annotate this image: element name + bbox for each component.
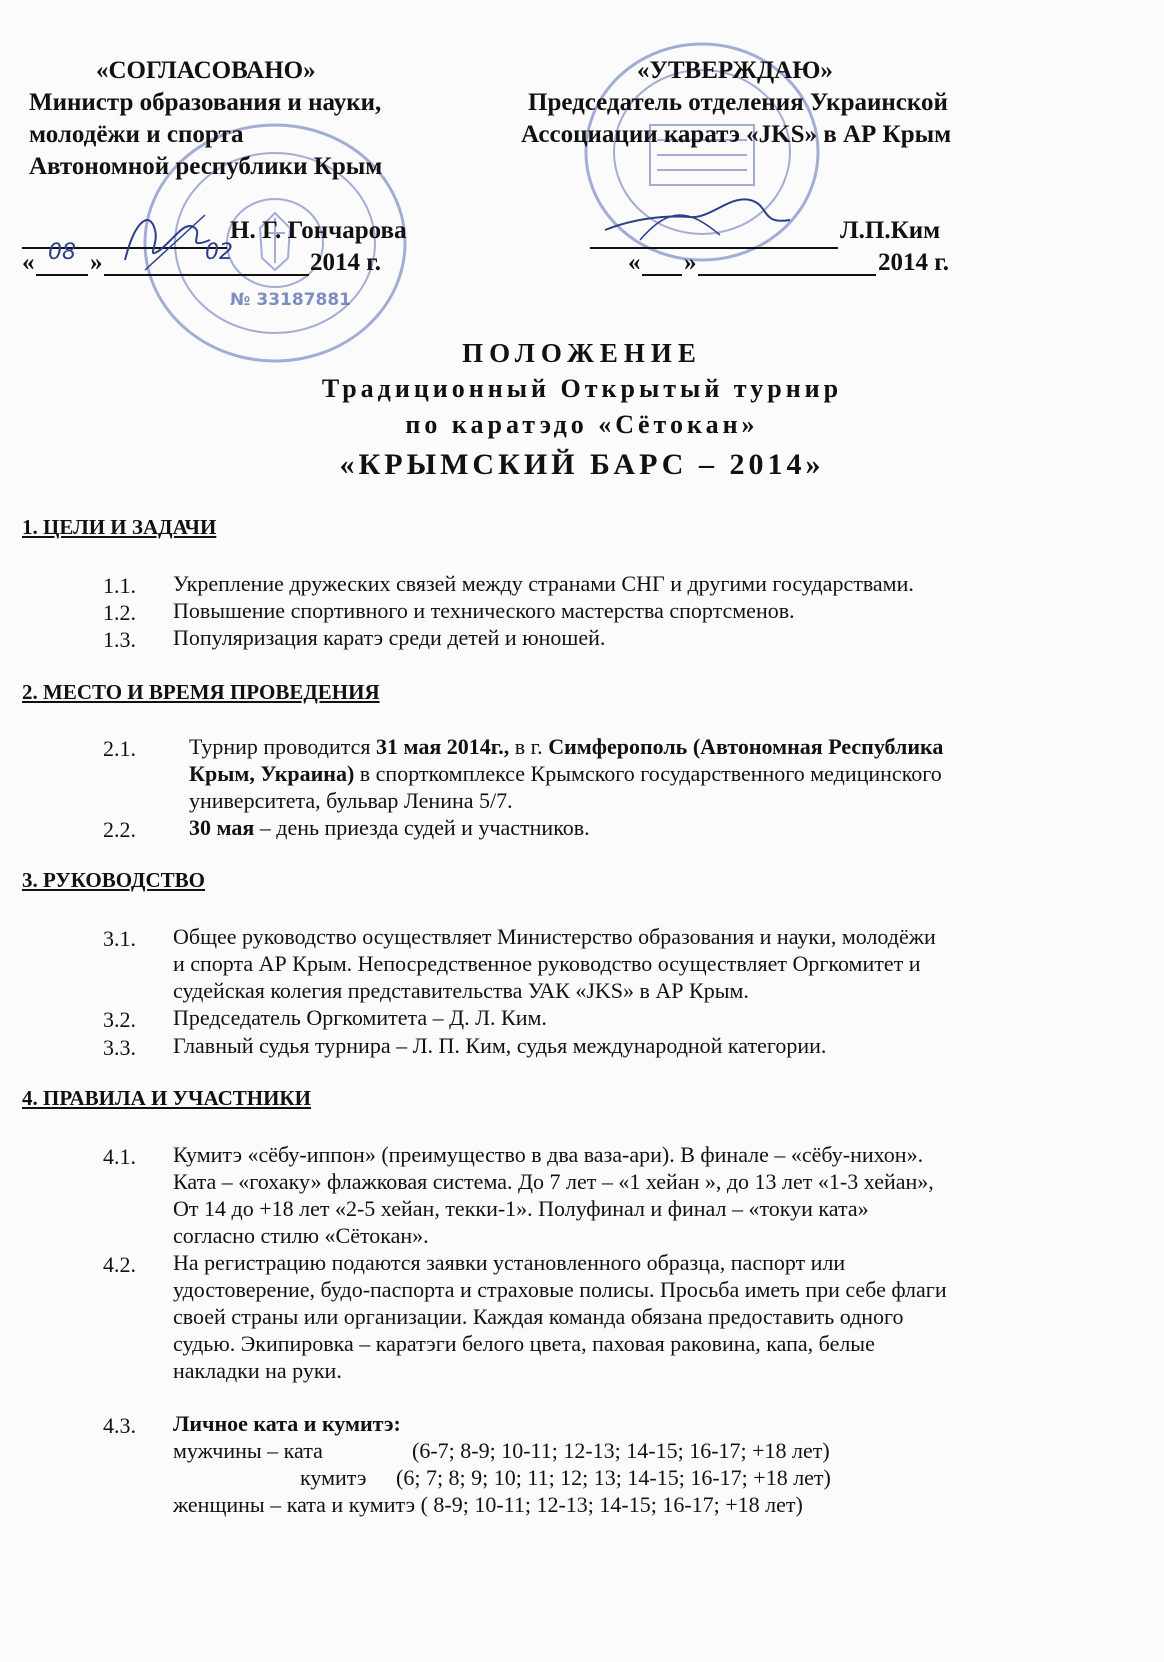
tournament-discipline: по каратэдо «Сётокан» bbox=[405, 410, 759, 439]
chair-date-open: « bbox=[628, 249, 641, 276]
minister-name: Н. Г. Гончарова bbox=[230, 217, 407, 244]
text-run: университета, бульвар Ленина 5/7. bbox=[189, 788, 513, 813]
text-line: Кумитэ «сёбу-иппон» (преимущество в два ваза-ари). В финале – «сёбу-нихон». bbox=[173, 1142, 924, 1167]
minister-title-line2: молодёжи и спорта bbox=[29, 121, 244, 148]
item-text bbox=[173, 1249, 1073, 1384]
minister-date-month: 02 bbox=[205, 240, 233, 265]
text-run: Турнир проводится bbox=[189, 734, 376, 759]
text-line: и спорта АР Крым. Непосредственное руководство осуществляет Оргкомитет и bbox=[173, 951, 921, 976]
text-run: – день приезда судей и участников. bbox=[254, 815, 590, 840]
item-text: Председатель Оргкомитета – Д. Л. Ким. bbox=[173, 1005, 547, 1030]
text-line: накладки на руки. bbox=[173, 1358, 342, 1383]
chair-title-line2: Ассоциации каратэ «JKS» в АР Крым bbox=[521, 121, 952, 148]
country-bold: Крым, Украина) bbox=[189, 761, 355, 786]
item-number: 4.1. bbox=[103, 1144, 136, 1169]
section-3-heading: 3. РУКОВОДСТВО bbox=[22, 868, 206, 892]
chair-signature bbox=[600, 175, 800, 250]
item-text bbox=[189, 733, 1049, 814]
item-text: Укрепление дружеских связей между странами СНГ и другими государствами. bbox=[173, 571, 914, 596]
item-number: 2.1. bbox=[103, 736, 136, 761]
text-line: своей страны или организации. Каждая команда обязана предоставить одного bbox=[173, 1304, 904, 1329]
text-line: От 14 до +18 лет «2-5 хейан, текки-1». Полуфинал и финал – «токуи ката» bbox=[173, 1196, 869, 1221]
item-text bbox=[173, 923, 1053, 1004]
minister-title-line3: Автономной республики Крым bbox=[29, 153, 383, 180]
men-kumite-ages: (6; 7; 8; 9; 10; 11; 12; 13; 14-15; 16-17; +18 лет) bbox=[396, 1465, 831, 1490]
chair-name: Л.П.Ким bbox=[840, 217, 941, 244]
date-bold: 30 мая bbox=[189, 815, 255, 840]
text-line: На регистрацию подаются заявки установленного образца, паспорт или bbox=[173, 1250, 846, 1275]
chair-month-line bbox=[698, 274, 876, 276]
date-bold: 31 мая 2014г., bbox=[376, 734, 510, 759]
chair-title-line1: Председатель отделения Украинской bbox=[528, 89, 948, 116]
text-line: Ката – «гохаку» флажковая система. До 7 лет – «1 хейан », до 13 лет «1-3 хейан», bbox=[173, 1169, 934, 1194]
item-text bbox=[189, 814, 590, 841]
approve-label: «УТВЕРЖДАЮ» bbox=[637, 57, 833, 84]
men-kata-ages: (6-7; 8-9; 10-11; 12-13; 14-15; 16-17; +18 лет) bbox=[412, 1438, 830, 1463]
men-kata-label: мужчины – ката bbox=[173, 1438, 323, 1463]
item-number: 1.1. bbox=[103, 573, 136, 598]
item-text: Популяризация каратэ среди детей и юношей. bbox=[173, 625, 606, 650]
minister-title-line1: Министр образования и науки, bbox=[29, 89, 382, 116]
minister-month-line bbox=[104, 274, 309, 276]
minister-date-day: 08 bbox=[48, 240, 76, 265]
text-line: судейская колегия представительства УАК «JKS» в АР Крым. bbox=[173, 978, 749, 1003]
item-text bbox=[173, 1141, 1073, 1249]
item-number: 1.2. bbox=[103, 600, 136, 625]
minister-date-year: 2014 г. bbox=[310, 249, 382, 276]
men-kumite-label: кумитэ bbox=[300, 1465, 367, 1490]
item-number: 2.2. bbox=[103, 817, 136, 842]
text-run: в г. bbox=[509, 734, 549, 759]
chair-day-line bbox=[642, 274, 682, 276]
item-number: 1.3. bbox=[103, 627, 136, 652]
text-run: в спорткомплексе Крымского государственного медицинского bbox=[354, 761, 942, 786]
section-2-heading: 2. МЕСТО И ВРЕМЯ ПРОВЕДЕНИЯ bbox=[22, 680, 380, 704]
agreed-label: «СОГЛАСОВАНО» bbox=[96, 57, 316, 84]
tournament-title: «КРЫМСКИЙ БАРС – 2014» bbox=[339, 448, 825, 481]
item-number: 4.3. bbox=[103, 1413, 136, 1438]
text-line: Общее руководство осуществляет Министерство образования и науки, молодёжи bbox=[173, 924, 936, 949]
minister-date-open: « bbox=[22, 249, 35, 276]
individual-kata-kumite-heading: Личное ката и кумитэ: bbox=[173, 1411, 401, 1436]
text-line: удостоверение, будо-паспорта и страховые полисы. Просьба иметь при себе флаги bbox=[173, 1277, 947, 1302]
minister-day-line bbox=[36, 274, 88, 276]
chair-date-year: 2014 г. bbox=[878, 249, 950, 276]
minister-date-mid: » bbox=[90, 249, 103, 276]
document-title: ПОЛОЖЕНИЕ bbox=[462, 338, 702, 368]
chair-date-mid: » bbox=[684, 249, 697, 276]
text-line: согласно стилю «Сётокан». bbox=[173, 1223, 429, 1248]
stamp-number: № 33187881 bbox=[230, 290, 352, 310]
text-line: судью. Экипировка – каратэги белого цвета, паховая раковина, капа, белые bbox=[173, 1331, 875, 1356]
item-number: 4.2. bbox=[103, 1252, 136, 1277]
item-text: Повышение спортивного и технического мастерства спортсменов. bbox=[173, 598, 795, 623]
section-1-heading: 1. ЦЕЛИ И ЗАДАЧИ bbox=[22, 515, 217, 539]
item-number: 3.2. bbox=[103, 1007, 136, 1032]
item-text: Главный судья турнира – Л. П. Ким, судья международной категории. bbox=[173, 1033, 827, 1058]
item-number: 3.3. bbox=[103, 1035, 136, 1060]
city-bold: Симферополь (Автономная Республика bbox=[548, 734, 944, 759]
section-4-heading: 4. ПРАВИЛА И УЧАСТНИКИ bbox=[22, 1086, 311, 1110]
tournament-name: Традиционный Открытый турнир bbox=[321, 374, 843, 403]
item-number: 3.1. bbox=[103, 926, 136, 951]
women-categories: женщины – ката и кумитэ ( 8-9; 10-11; 12-13; 14-15; 16-17; +18 лет) bbox=[173, 1492, 803, 1517]
